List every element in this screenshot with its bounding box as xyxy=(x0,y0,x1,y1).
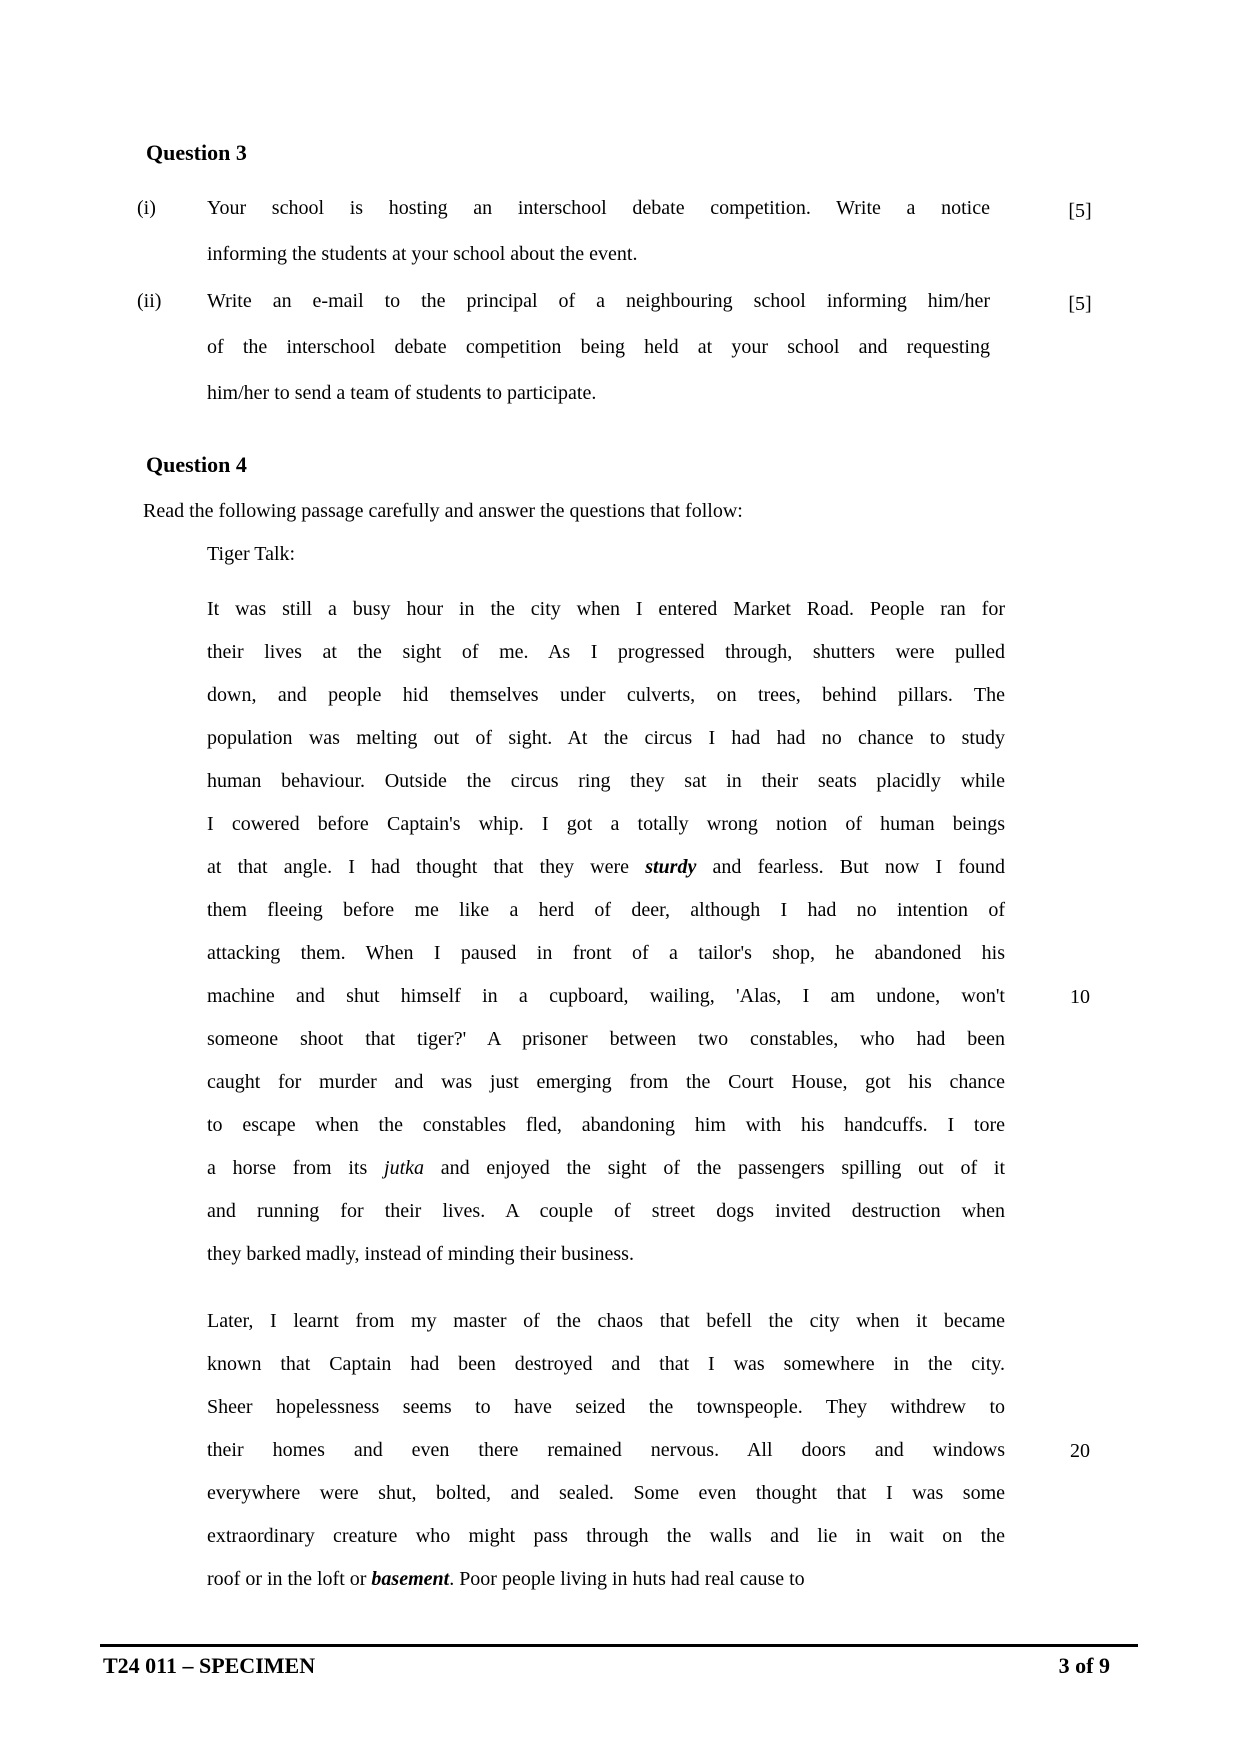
text-line: them fleeing before me like a herd of deer, although I had no intention of xyxy=(207,899,1005,921)
question3-item-i-number: (i) xyxy=(137,197,156,219)
text-segment: and fearless. But now I found xyxy=(696,856,1005,878)
text-line: and running for their lives. A couple of street dogs invited destruction when xyxy=(207,1200,1005,1222)
question3-item-i-marks: [5] xyxy=(1068,200,1092,222)
text-segment: . Poor people living in huts had real cause to xyxy=(449,1568,805,1590)
question3-item-ii-text xyxy=(207,278,990,416)
text-line: known that Captain had been destroyed and that I was somewhere in the city. xyxy=(207,1353,1005,1375)
footer-paper-code: T24 011 – SPECIMEN xyxy=(103,1653,316,1678)
text-line: him/her to send a team of students to participate. xyxy=(207,382,597,404)
question3-item-ii-number: (ii) xyxy=(137,290,162,312)
text-line: Later, I learnt from my master of the chaos that befell the city when it became xyxy=(207,1310,1005,1332)
line-number-10: 10 xyxy=(1070,986,1090,1008)
text-line: Sheer hopelessness seems to have seized the townspeople. They withdrew to xyxy=(207,1396,1005,1418)
text-line: attacking them. When I paused in front of a tailor's shop, he abandoned his xyxy=(207,942,1005,964)
text-line xyxy=(207,846,1005,889)
question4-heading: Question 4 xyxy=(146,452,247,477)
text-line: caught for murder and was just emerging from the Court House, got his chance xyxy=(207,1071,1005,1093)
text-line: their homes and even there remained nervous. All doors and windows xyxy=(207,1439,1005,1461)
text-line: someone shoot that tiger?' A prisoner between two constables, who had been xyxy=(207,1028,1005,1050)
emphasized-word: jutka xyxy=(384,1157,425,1179)
text-line: down, and people hid themselves under culverts, on trees, behind pillars. The xyxy=(207,684,1005,706)
passage-paragraph-1 xyxy=(207,588,1005,1276)
text-line: of the interschool debate competition being held at your school and requesting xyxy=(207,336,990,358)
footer xyxy=(103,1653,1110,1679)
emphasized-word: sturdy xyxy=(645,856,697,878)
text-line: It was still a busy hour in the city when I entered Market Road. People ran for xyxy=(207,598,1005,620)
question3-heading: Question 3 xyxy=(146,140,247,165)
text-segment: roof or in the loft or xyxy=(207,1568,372,1590)
text-line: extraordinary creature who might pass through the walls and lie in wait on the xyxy=(207,1525,1005,1547)
emphasized-word: basement xyxy=(371,1568,450,1590)
passage-paragraph-2 xyxy=(207,1300,1005,1601)
text-segment: at that angle. I had thought that they were xyxy=(207,856,646,878)
text-line: Write an e-mail to the principal of a neighbouring school informing him/her xyxy=(207,290,990,312)
text-line: machine and shut himself in a cupboard, wailing, 'Alas, I am undone, won't xyxy=(207,985,1005,1007)
text-line: everywhere were shut, bolted, and sealed. Some even thought that I was some xyxy=(207,1482,1005,1504)
text-line xyxy=(207,1558,1005,1601)
text-segment: and enjoyed the sight of the passengers spilling out of it xyxy=(424,1157,1005,1179)
question3-item-i-text xyxy=(207,185,990,277)
text-line: informing the students at your school about the event. xyxy=(207,243,638,265)
text-line: they barked madly, instead of minding their business. xyxy=(207,1243,634,1265)
text-line: their lives at the sight of me. As I progressed through, shutters were pulled xyxy=(207,641,1005,663)
line-number-20: 20 xyxy=(1070,1440,1090,1462)
footer-page-number: 3 of 9 xyxy=(1058,1653,1110,1678)
text-line: human behaviour. Outside the circus ring they sat in their seats placidly while xyxy=(207,770,1005,792)
text-line: population was melting out of sight. At the circus I had had no chance to study xyxy=(207,727,1005,749)
question3-item-ii-marks: [5] xyxy=(1068,293,1092,315)
text-line: I cowered before Captain's whip. I got a totally wrong notion of human beings xyxy=(207,813,1005,835)
text-segment: a horse from its xyxy=(207,1157,385,1179)
footer-rule xyxy=(100,1644,1138,1647)
passage-title: Tiger Talk: xyxy=(207,543,296,565)
question4-instruction: Read the following passage carefully and answer the questions that follow: xyxy=(143,500,743,522)
text-line xyxy=(207,1147,1005,1190)
text-line: to escape when the constables fled, abandoning him with his handcuffs. I tore xyxy=(207,1114,1005,1136)
text-line: Your school is hosting an interschool debate competition. Write a notice xyxy=(207,197,990,219)
